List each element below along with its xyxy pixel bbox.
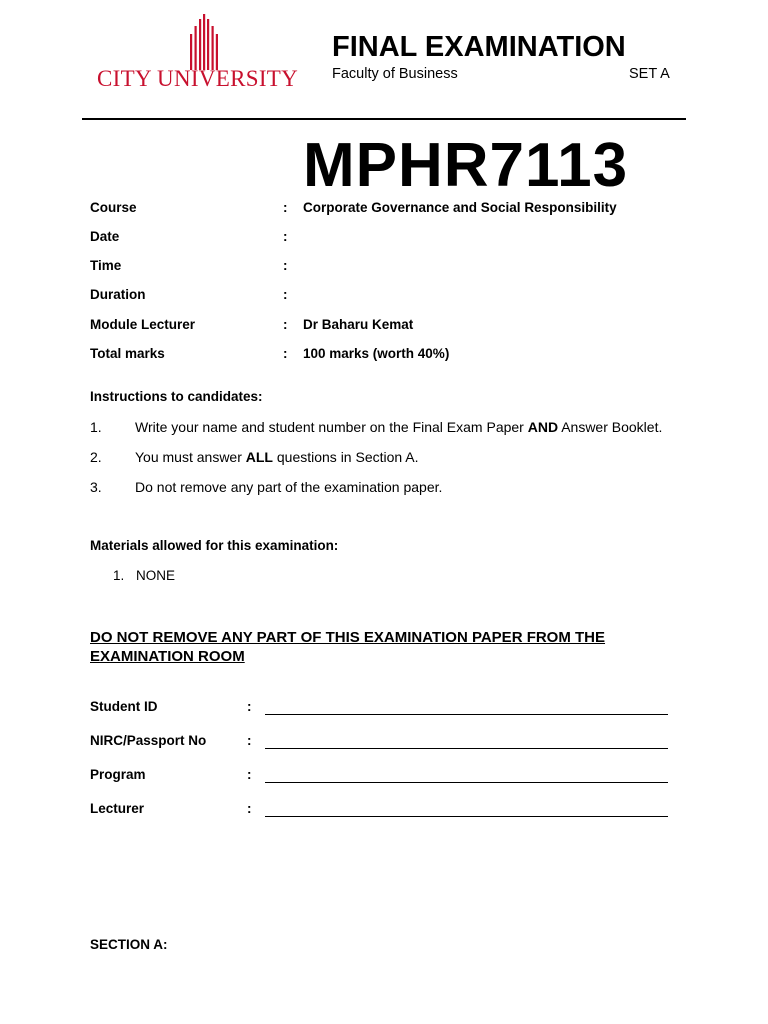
instruction-text-part: Write your name and student number on the Final Exam Paper (135, 419, 528, 435)
instruction-number: 1. (90, 419, 102, 435)
logo-wordmark: CITY UNIVERSITY (97, 66, 299, 91)
instruction-text-part: questions in Section A. (272, 449, 419, 465)
instruction-number: 3. (90, 479, 102, 495)
removal-warning: DO NOT REMOVE ANY PART OF THIS EXAMINATION PAPER FROM THE EXAMINATION ROOM (90, 629, 606, 665)
student-id-colon: : (247, 699, 252, 714)
instruction-text (135, 419, 662, 435)
exam-set: SET A (629, 66, 670, 82)
lecturer-label: Lecturer (90, 801, 145, 816)
duration-label: Duration (90, 287, 146, 302)
program-blank-line[interactable] (265, 782, 668, 783)
module-code: MPHR7113 (303, 131, 629, 200)
date-label: Date (90, 229, 120, 244)
passport-colon: : (247, 733, 252, 748)
total-marks-label: Total marks (90, 346, 165, 361)
section-heading: SECTION A: (90, 937, 168, 952)
exam-title: FINAL EXAMINATION (332, 31, 626, 63)
instructions-heading: Instructions to candidates: (90, 389, 263, 404)
date-colon: : (283, 229, 288, 244)
instruction-number: 2. (90, 449, 102, 465)
total-marks-colon: : (283, 346, 288, 361)
module-lecturer-label: Module Lecturer (90, 317, 196, 332)
total-marks-value: 100 marks (worth 40%) (303, 346, 450, 361)
duration-colon: : (283, 287, 288, 302)
lecturer-colon: : (247, 801, 252, 816)
material-item: NONE (136, 568, 176, 583)
student-id-blank-line[interactable] (265, 714, 668, 715)
passport-label: NIRC/Passport No (90, 733, 207, 748)
instruction-text-part: Answer Booklet. (558, 419, 663, 435)
program-label: Program (90, 767, 146, 782)
lecturer-blank-line[interactable] (265, 816, 668, 817)
instruction-emphasis: ALL (245, 449, 273, 465)
instruction-text-part: You must answer (135, 449, 246, 465)
city-university-tower-logo-icon (190, 14, 218, 70)
instruction-emphasis: AND (527, 419, 559, 435)
course-colon: : (283, 200, 288, 215)
instruction-text (135, 479, 442, 495)
module-lecturer-colon: : (283, 317, 288, 332)
time-label: Time (90, 258, 122, 273)
course-label: Course (90, 200, 137, 215)
materials-heading: Materials allowed for this examination: (90, 538, 339, 553)
passport-blank-line[interactable] (265, 748, 668, 749)
material-number: 1. (113, 568, 125, 583)
module-lecturer-value: Dr Baharu Kemat (303, 317, 414, 332)
student-id-label: Student ID (90, 699, 158, 714)
header-divider (82, 118, 686, 120)
instruction-text (135, 449, 419, 465)
faculty-name: Faculty of Business (332, 66, 458, 82)
program-colon: : (247, 767, 252, 782)
course-value: Corporate Governance and Social Responsibility (303, 200, 617, 215)
time-colon: : (283, 258, 288, 273)
instruction-text-part: Do not remove any part of the examination paper. (135, 479, 443, 495)
